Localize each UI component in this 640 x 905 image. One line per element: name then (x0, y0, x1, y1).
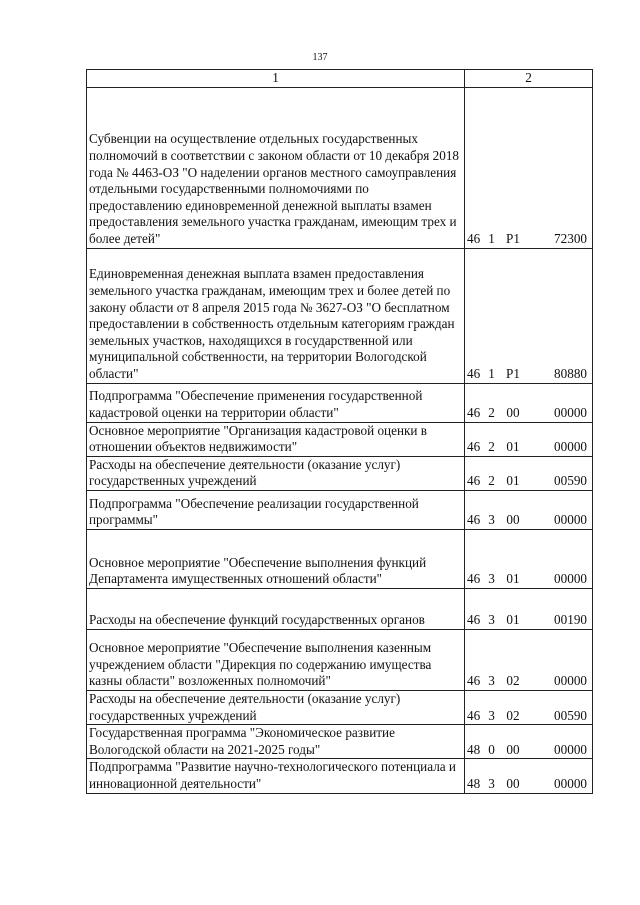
code-program: 46 (467, 366, 481, 381)
code-subprogram: 3 (488, 571, 495, 587)
code-subprogram: 1 (488, 231, 495, 246)
row-name: Расходы на обеспечение функций государственных органов (87, 588, 465, 629)
row-code (465, 456, 593, 490)
table-row (87, 629, 593, 690)
code-subprogram: 2 (488, 473, 495, 489)
code-program: 48 (467, 775, 481, 791)
code-event: 02 (506, 673, 520, 689)
table-row (87, 490, 593, 529)
code-program: 48 (467, 741, 481, 757)
table-row (87, 759, 593, 793)
code-program: 46 (467, 707, 481, 723)
code-subprogram: 3 (488, 612, 495, 628)
table-row (87, 725, 593, 759)
code-event: 01 (506, 612, 520, 628)
code-event: Р1 (506, 366, 520, 381)
row-code (465, 87, 593, 248)
budget-table (86, 69, 593, 794)
row-name: Субвенции на осуществление отдельных государственных полномочий в соответствии с законом области от 10 декабря 2018 года № 4463-ОЗ "О наделении органов местного самоуправления отдельными государственными полномочиями по предоставлению единовременной денежной выплаты взамен предоставления земельного участка гражданам, имеющим трех и более детей" (87, 87, 465, 248)
code-program: 46 (467, 439, 481, 455)
row-name: Подпрограмма "Развитие научно-технологического потенциала и инновационной деятельности" (87, 759, 465, 793)
row-name: Подпрограмма "Обеспечение реализации государственной программы" (87, 490, 465, 529)
code-program: 46 (467, 612, 481, 628)
code-direction: 00000 (554, 439, 587, 455)
code-event: 01 (506, 439, 520, 455)
code-event: 01 (506, 473, 520, 489)
code-subprogram: 3 (488, 707, 495, 723)
table-row (87, 383, 593, 422)
code-direction: 72300 (554, 231, 587, 246)
row-name: Расходы на обеспечение деятельности (оказание услуг) государственных учреждений (87, 456, 465, 490)
row-code (465, 383, 593, 422)
table-row (87, 248, 593, 383)
row-name: Основное мероприятие "Организация кадастровой оценки в отношении объектов недвижимости" (87, 422, 465, 456)
row-code (465, 690, 593, 724)
row-name: Основное мероприятие "Обеспечение выполнения функций Департамента имущественных отношений области" (87, 529, 465, 588)
table-row (87, 456, 593, 490)
code-event: 00 (506, 405, 520, 420)
code-subprogram: 3 (488, 512, 495, 528)
code-direction: 00190 (554, 612, 587, 628)
table-row (87, 588, 593, 629)
row-name: Государственная программа "Экономическое развитие Вологодской области на 2021-2025 годы" (87, 725, 465, 759)
row-code (465, 248, 593, 383)
code-program: 46 (467, 473, 481, 489)
row-code (465, 759, 593, 793)
code-event: 01 (506, 571, 520, 587)
code-direction: 80880 (554, 366, 587, 381)
code-event: 00 (506, 741, 520, 757)
code-direction: 00000 (554, 571, 587, 587)
code-subprogram: 2 (488, 439, 495, 455)
code-event: 00 (506, 775, 520, 791)
row-name: Подпрограмма "Обеспечение применения государственной кадастровой оценки на территории области" (87, 383, 465, 422)
row-code (465, 725, 593, 759)
code-direction: 00000 (554, 741, 587, 757)
code-event: Р1 (506, 231, 520, 246)
row-code (465, 588, 593, 629)
code-event: 00 (506, 512, 520, 528)
table-row (87, 529, 593, 588)
row-name: Единовременная денежная выплата взамен предоставления земельного участка гражданам, имеющим трех и более детей по закону области от 8 апреля 2015 года № 3627-ОЗ "О бесплатном предоставлении в собственность отдельным категориям граждан земельных участков, находящихся в государственной или муниципальной собственности, на территории Вологодской области" (87, 248, 465, 383)
code-program: 46 (467, 673, 481, 689)
code-program: 46 (467, 571, 481, 587)
code-subprogram: 1 (488, 366, 495, 381)
code-direction: 00590 (554, 473, 587, 489)
code-program: 46 (467, 405, 481, 420)
code-program: 46 (467, 231, 481, 246)
code-subprogram: 3 (488, 775, 495, 791)
code-subprogram: 3 (488, 673, 495, 689)
code-direction: 00000 (554, 673, 587, 689)
row-code (465, 629, 593, 690)
code-subprogram: 0 (488, 741, 495, 757)
row-code (465, 529, 593, 588)
row-name: Расходы на обеспечение деятельности (оказание услуг) государственных учреждений (87, 690, 465, 724)
row-code (465, 490, 593, 529)
code-direction: 00000 (554, 512, 587, 528)
table-row (87, 422, 593, 456)
code-direction: 00000 (554, 405, 587, 420)
row-name: Основное мероприятие "Обеспечение выполнения казенным учреждением области "Дирекция по содержанию имущества казны области" возложенных полномочий" (87, 629, 465, 690)
row-code (465, 422, 593, 456)
table-row (87, 87, 593, 248)
column-header-code: 2 (465, 70, 593, 88)
code-program: 46 (467, 512, 481, 528)
header-row (87, 70, 593, 88)
page-number: 137 (312, 52, 328, 63)
code-subprogram: 2 (488, 405, 495, 420)
code-direction: 00000 (554, 775, 587, 791)
code-direction: 00590 (554, 707, 587, 723)
column-header-name: 1 (87, 70, 465, 88)
table-row (87, 690, 593, 724)
code-event: 02 (506, 707, 520, 723)
